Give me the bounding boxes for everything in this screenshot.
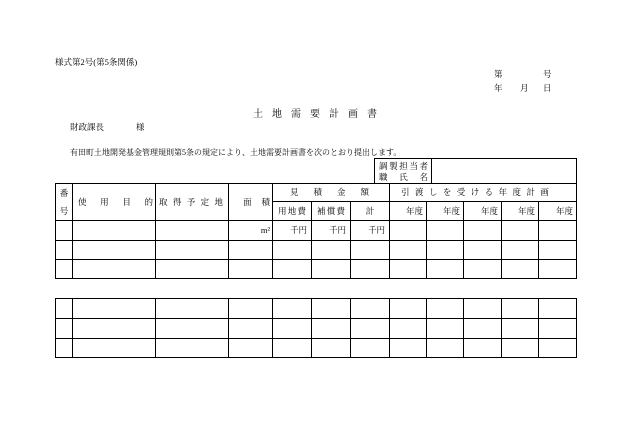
glyph: 年: [498, 187, 508, 198]
glyph: 地: [272, 109, 282, 120]
table-row: [56, 339, 577, 358]
table-row: [56, 221, 577, 241]
unit-area: m²: [229, 221, 273, 241]
cell: [73, 260, 156, 279]
cell: [73, 339, 156, 358]
unit-compensation: 千円: [312, 221, 351, 241]
glyph: 渡: [414, 187, 424, 198]
glyph: 金: [337, 187, 346, 198]
glyph: 取: [159, 196, 168, 207]
preparer-label-line1: [379, 162, 428, 171]
cell: [464, 221, 502, 241]
glyph: 度: [512, 187, 522, 198]
header-fiscal-year-2: 年度: [427, 202, 464, 221]
cell: [464, 299, 502, 319]
preparer-label: [375, 159, 432, 183]
glyph: 地: [214, 196, 223, 207]
preparer-label-line2: [379, 173, 428, 182]
intro-text: 有田町土地開発基金管理規則第5条の規定により、土地需要計画書を次のとおり提出します。: [70, 148, 402, 157]
header-site-label: [156, 198, 228, 207]
cell: [539, 241, 577, 260]
cell: [312, 339, 351, 358]
cell: [351, 241, 390, 260]
cell: [273, 241, 312, 260]
cell: [73, 319, 156, 339]
addressee-honorific: 様: [136, 122, 145, 132]
cell: [156, 339, 229, 358]
cell: [56, 221, 73, 241]
cell: [427, 241, 464, 260]
date-month-label: 月: [520, 83, 529, 93]
cell: [273, 299, 312, 319]
cell: [56, 260, 73, 279]
cell: [73, 299, 156, 319]
glyph: を: [442, 187, 452, 198]
cell: [156, 260, 229, 279]
cell: [156, 299, 229, 319]
glyph: 的: [144, 196, 153, 207]
addressee-name: 財政課長: [70, 122, 105, 132]
header-number-label: [56, 189, 72, 216]
cell: [502, 241, 539, 260]
glyph: 定: [200, 196, 210, 207]
header-cell-land-cost: [273, 202, 312, 221]
cell: [390, 319, 427, 339]
cell: [351, 319, 390, 339]
glyph: 補: [317, 205, 326, 216]
header-fiscal-year-4: 年度: [502, 202, 539, 221]
glyph: 号: [59, 206, 69, 216]
glyph: 調: [379, 161, 388, 171]
cell: [390, 260, 427, 279]
cell: [464, 260, 502, 279]
cell: [427, 339, 464, 358]
table-row: [56, 241, 577, 260]
cell: [156, 241, 229, 260]
cell: [56, 319, 73, 339]
glyph: 者: [419, 161, 428, 171]
glyph: 予: [186, 196, 196, 207]
cell: [229, 260, 273, 279]
glyph: 要: [310, 109, 320, 120]
glyph: る: [484, 187, 494, 198]
header-purpose-label: [73, 198, 155, 207]
cell: [502, 319, 539, 339]
cell: [56, 299, 73, 319]
glyph: し: [428, 187, 438, 198]
cell: [312, 260, 351, 279]
glyph: 番: [59, 187, 69, 198]
header-total-label: 計: [351, 202, 390, 221]
glyph: 画: [348, 109, 358, 120]
glyph: 土: [253, 109, 263, 120]
glyph: 当: [409, 161, 418, 171]
cell: [390, 299, 427, 319]
cell: [73, 241, 156, 260]
table-row: [56, 299, 577, 319]
glyph: 目: [122, 196, 131, 207]
page-title: [253, 110, 377, 120]
cell: [427, 299, 464, 319]
header-fiscal-year-1: 年度: [390, 202, 427, 221]
glyph: 製: [389, 161, 398, 171]
cell: [56, 241, 73, 260]
cell: [229, 299, 273, 319]
doc-number-suffix: 号: [543, 69, 552, 79]
glyph: 職: [379, 171, 388, 182]
header-delivery-plan-label: [390, 188, 576, 197]
cell: [73, 221, 156, 241]
glyph: 見: [290, 187, 299, 198]
glyph: 積: [261, 196, 270, 207]
cell: [312, 299, 351, 319]
glyph: 担: [399, 161, 408, 171]
glyph: 計: [329, 109, 339, 120]
header-cell-delivery-plan: [390, 184, 577, 202]
glyph: 氏: [399, 171, 408, 182]
cell: [427, 319, 464, 339]
cell: [502, 221, 539, 241]
doc-number-prefix: 第: [494, 69, 503, 79]
form-number-label: 様式第2号(第5条関係): [55, 57, 138, 67]
preparer-box: [374, 158, 577, 183]
header-land-cost-label: [273, 207, 311, 216]
table-row: [56, 319, 577, 339]
cell: [539, 319, 577, 339]
header-cell-compensation: [312, 202, 351, 221]
header-area-label: [229, 198, 272, 207]
glyph: 受: [456, 187, 466, 198]
cell: [273, 319, 312, 339]
cell: [427, 221, 464, 241]
glyph: 地: [287, 205, 297, 216]
glyph: 費: [297, 205, 306, 216]
glyph: 費: [336, 205, 345, 216]
header-compensation-label: [312, 207, 350, 216]
glyph: 用: [100, 196, 109, 207]
header-cell-site: [156, 184, 229, 221]
header-cell-purpose: [73, 184, 156, 221]
cell: [390, 241, 427, 260]
plan-table-continuation: [55, 298, 577, 358]
cell: [502, 299, 539, 319]
plan-table: [55, 183, 577, 279]
cell: [464, 319, 502, 339]
cell: [56, 339, 73, 358]
cell: [273, 260, 312, 279]
cell: [390, 339, 427, 358]
header-fiscal-year-5: 年度: [539, 202, 577, 221]
cell: [464, 241, 502, 260]
cell: [312, 319, 351, 339]
cell: [464, 339, 502, 358]
preparer-value-cell: [432, 159, 576, 183]
cell: [229, 241, 273, 260]
glyph: 画: [540, 187, 549, 198]
glyph: け: [470, 187, 480, 198]
cell: [427, 260, 464, 279]
cell: [539, 339, 577, 358]
glyph: 使: [78, 196, 87, 207]
cell: [351, 260, 390, 279]
cell: [229, 319, 273, 339]
header-cell-number: [56, 184, 73, 221]
glyph: 額: [360, 187, 370, 198]
glyph: 面: [243, 196, 252, 207]
date-year-label: 年: [494, 83, 503, 93]
cell: [502, 339, 539, 358]
cell: [156, 319, 229, 339]
glyph: 積: [313, 187, 323, 198]
glyph: 書: [367, 109, 377, 120]
cell: [539, 260, 577, 279]
cell: [351, 339, 390, 358]
glyph: 名: [419, 171, 428, 182]
cell: [273, 339, 312, 358]
cell: [390, 221, 427, 241]
unit-total: 千円: [351, 221, 390, 241]
cell: [539, 299, 577, 319]
header-cell-area: [229, 184, 273, 221]
date-day-label: 日: [543, 83, 552, 93]
glyph: 引: [401, 187, 410, 198]
glyph: 償: [326, 205, 336, 216]
cell: [502, 260, 539, 279]
header-cell-estimate: [273, 184, 390, 202]
glyph: 得: [172, 196, 182, 207]
cell: [351, 299, 390, 319]
header-fiscal-year-3: 年度: [464, 202, 502, 221]
glyph: 需: [291, 109, 301, 120]
cell: [312, 241, 351, 260]
table-row: [56, 260, 577, 279]
header-estimate-label: [273, 188, 389, 197]
glyph: 計: [526, 187, 535, 198]
glyph: 用: [278, 205, 287, 216]
header-row: [56, 184, 577, 202]
cell: [156, 221, 229, 241]
unit-land-cost: 千円: [273, 221, 312, 241]
cell: [229, 339, 273, 358]
cell: [539, 221, 577, 241]
